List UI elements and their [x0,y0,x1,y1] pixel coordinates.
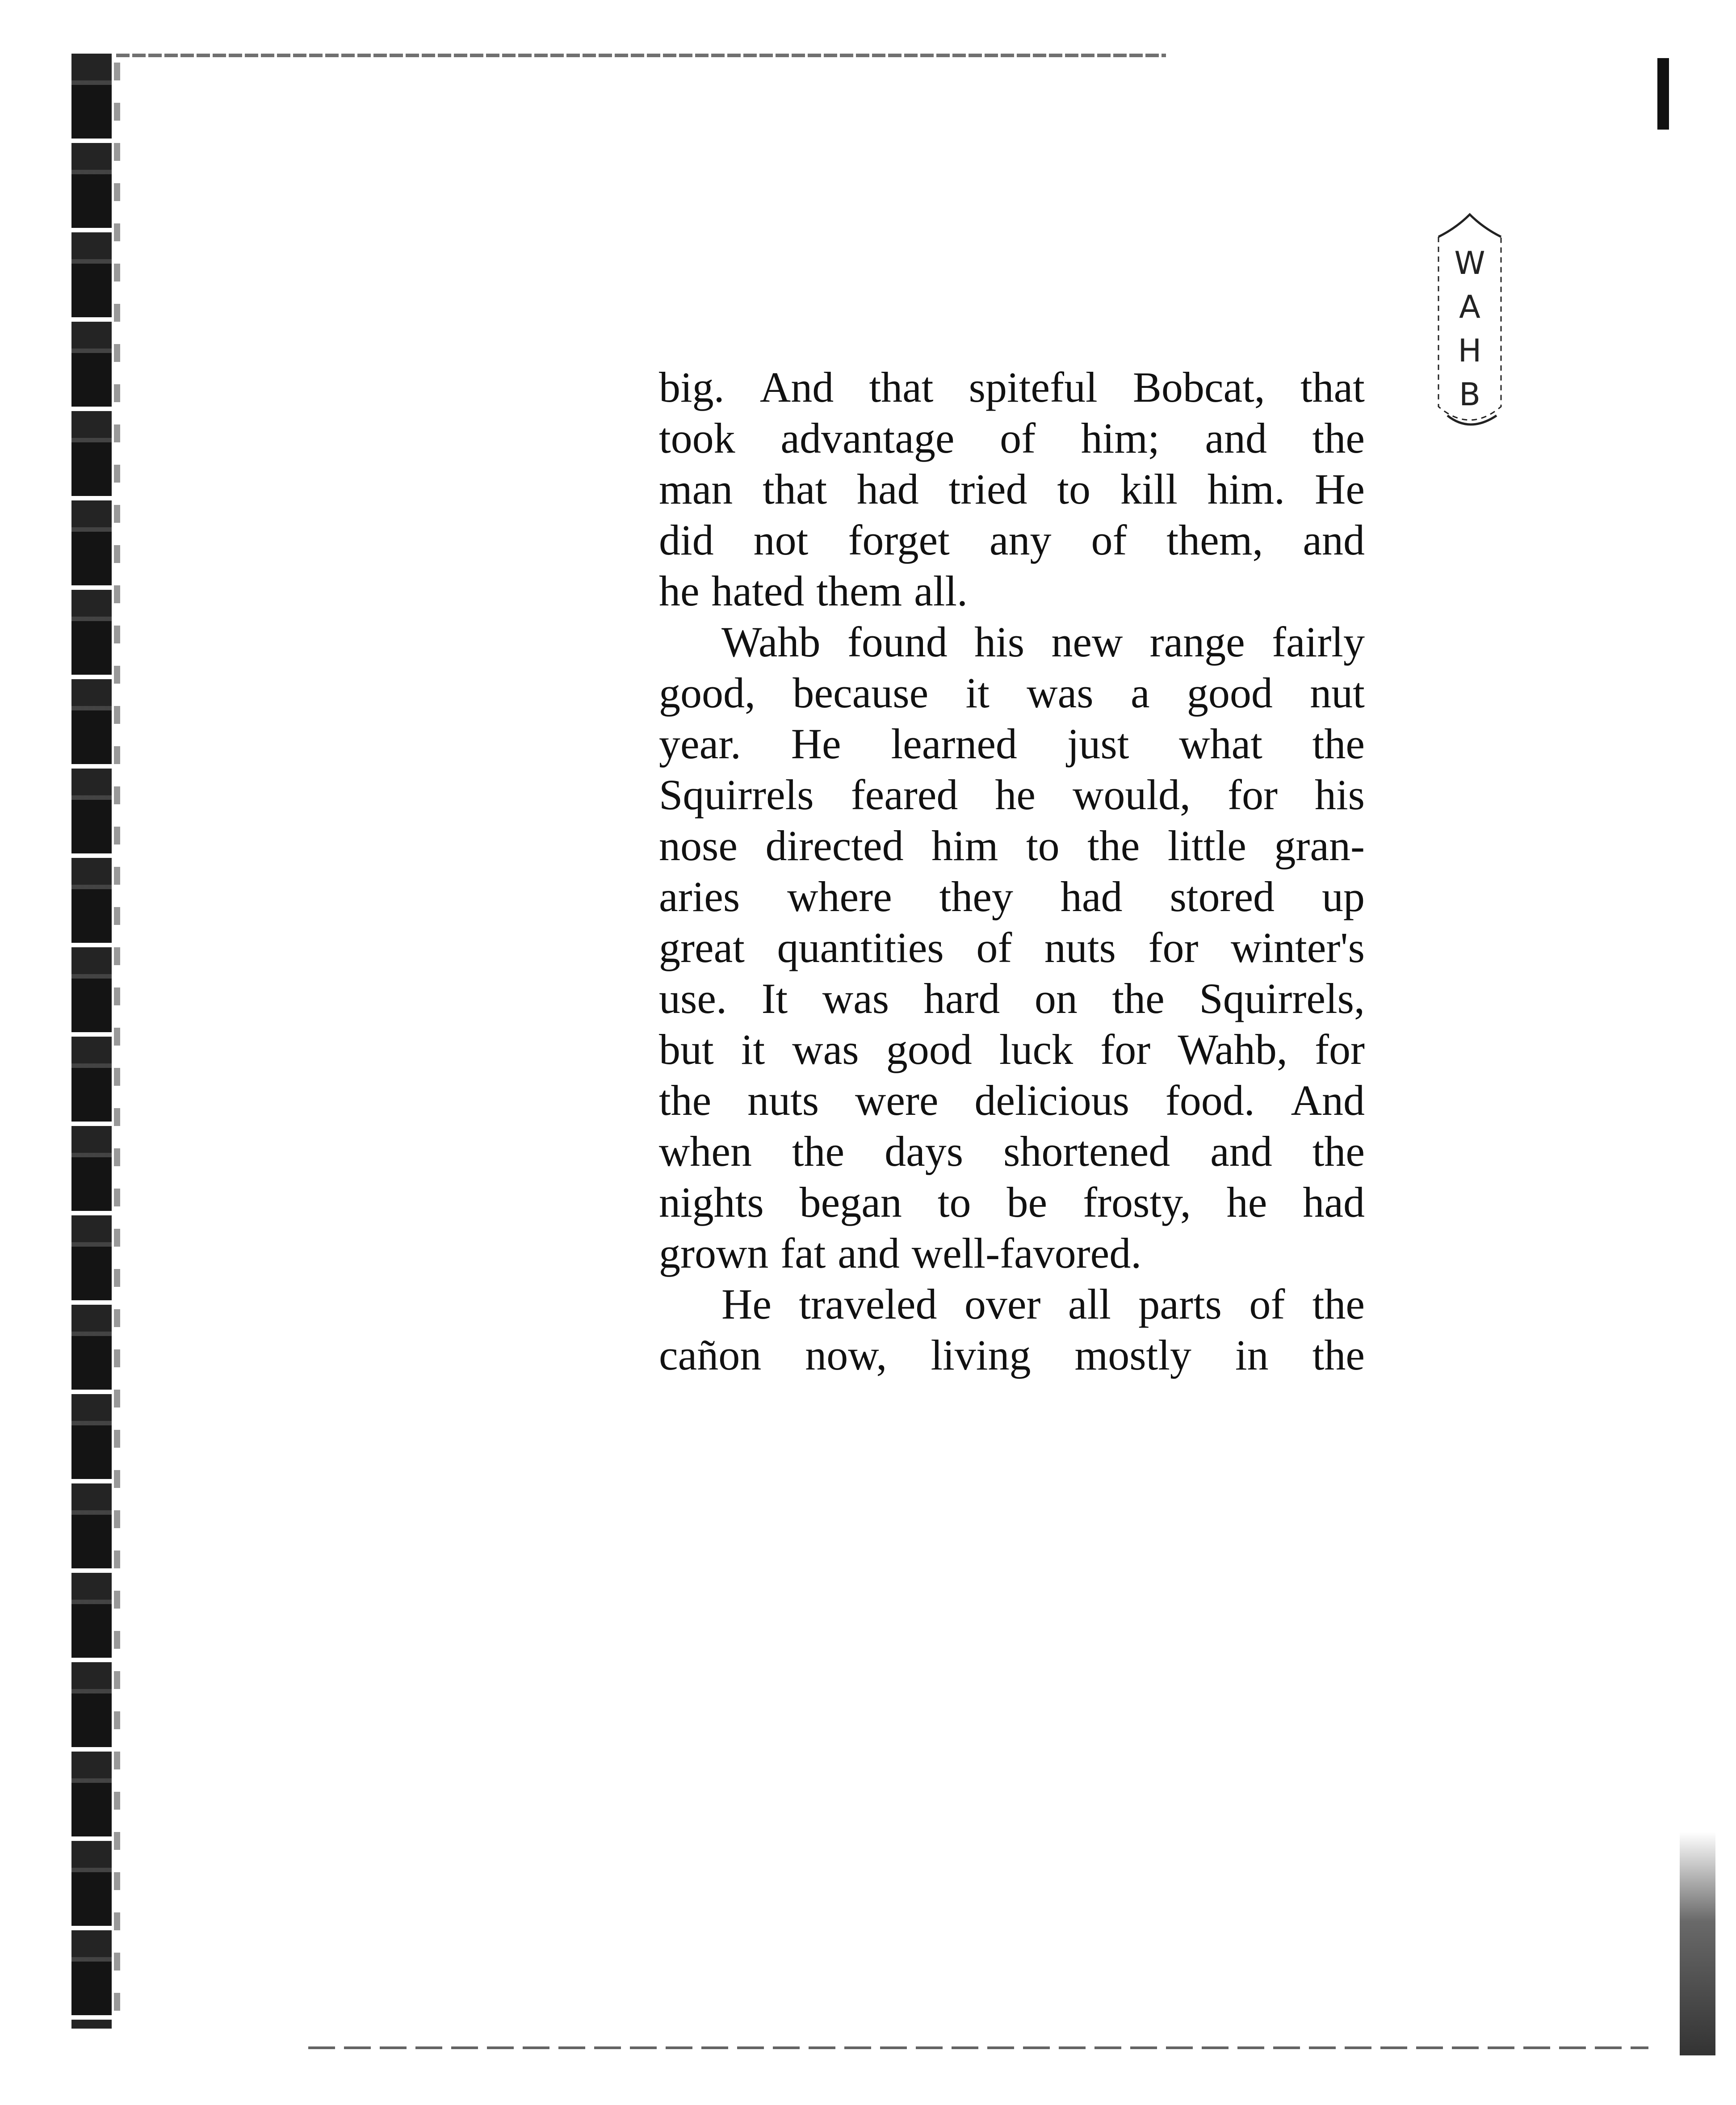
word: be [1006,1178,1048,1226]
word: for [1228,771,1278,819]
word: nose [659,822,738,870]
word: good [886,1025,972,1073]
word: where [787,873,892,920]
word: learned [891,720,1017,768]
word: nuts [747,1076,819,1124]
word: Wahb, [1178,1025,1287,1073]
word: good [1187,669,1273,717]
word: just [1067,720,1129,768]
word: of [1000,414,1036,462]
word: range [1149,618,1245,666]
word: had [1060,873,1123,920]
text-line [659,1228,1365,1279]
scan-edge-bottom [308,2046,1648,2049]
word: frosty, [1083,1178,1191,1226]
word: fairly [1272,618,1365,666]
word: he [995,771,1036,819]
text-line [659,1126,1365,1177]
scan-edge-top [116,54,1166,57]
text-line [659,1024,1365,1075]
scan-edge-right-top [1657,58,1669,130]
word: traveled [799,1280,937,1328]
word: was [822,975,889,1022]
word: the [1312,720,1365,768]
text-line [659,464,1365,515]
word: would, [1073,771,1191,819]
word: It [761,975,788,1022]
word: was [1027,669,1094,717]
word: his [974,618,1025,666]
word: the [1312,1280,1365,1328]
word: year. [659,720,741,768]
word: feared [851,771,958,819]
text-line [659,718,1365,769]
word: tried [948,465,1027,513]
word: of [976,924,1012,971]
word: not [753,516,809,564]
word: luck [999,1025,1073,1073]
word: that [1300,363,1365,411]
word: all. [914,567,968,615]
word: they [939,873,1013,920]
word: nut [1310,669,1365,717]
word: Bobcat, [1132,363,1265,411]
text-line [659,566,1365,617]
text-line [659,922,1365,973]
word: parts [1138,1280,1222,1328]
text-line [659,1330,1365,1381]
word: well-favored. [911,1229,1142,1277]
word: And [759,363,834,411]
word: the [1087,822,1140,870]
word: nights [659,1178,764,1226]
word: great [659,924,745,971]
word: of [1091,516,1127,564]
word: mostly [1074,1331,1191,1379]
text-line [659,871,1365,922]
word: found [847,618,948,666]
text-line [659,668,1365,718]
text-line [659,1177,1365,1228]
word: quantities [777,924,944,971]
word: in [1235,1331,1269,1379]
word: winter's [1231,924,1365,971]
word: stored [1170,873,1275,920]
word: new [1051,618,1123,666]
running-head-title [1430,241,1510,416]
word: grown [659,1229,769,1277]
scan-edge-left-shadow [114,63,120,2020]
word: him; [1081,414,1160,462]
word: living [931,1331,1031,1379]
scan-edge-left [71,54,112,2029]
word: it [965,669,990,717]
word: big. [659,363,725,411]
text-line [659,1075,1365,1126]
word: for [1315,1025,1365,1073]
word: for [1100,1025,1151,1073]
word: the [659,1076,712,1124]
word: had [1303,1178,1365,1226]
running-head-letter: A [1459,289,1480,325]
word: and [838,1229,900,1277]
word: hard [923,975,1000,1022]
word: that [763,465,827,513]
word: of [1249,1280,1285,1328]
word: forget [848,516,950,564]
word: delicious [974,1076,1129,1124]
word: any [989,516,1052,564]
word: man [659,465,733,513]
word: good, [659,669,755,717]
word: hated [711,567,805,615]
word: use. [659,975,727,1022]
word: had [857,465,919,513]
text-line [659,769,1365,820]
word: days [885,1127,964,1175]
word: Wahb [721,618,821,666]
word: the [1312,1331,1365,1379]
word: kill [1120,465,1178,513]
word: little [1167,822,1246,870]
word: but [659,1025,714,1073]
word: when [659,1127,752,1175]
word: cañon [659,1331,762,1379]
word: now, [805,1331,887,1379]
word: he [1226,1178,1267,1226]
running-head-letter: B [1459,376,1481,413]
word: was [792,1025,859,1073]
word: began [799,1178,902,1226]
word: gran- [1274,822,1365,870]
word: on [1034,975,1078,1022]
text-line [659,973,1365,1024]
word: directed [765,822,904,870]
running-head-letter: H [1458,332,1482,369]
word: aries [659,873,740,920]
word: it [741,1025,765,1073]
word: and [1210,1127,1272,1175]
word: all [1068,1280,1111,1328]
word: and [1303,516,1365,564]
word: He [791,720,841,768]
word: because [793,669,929,717]
scan-edge-right-bottom [1680,1832,1715,2055]
word: nuts [1044,924,1116,971]
word: shortened [1003,1127,1170,1175]
word: fat [780,1229,826,1277]
word: were [855,1076,939,1124]
word: that [869,363,934,411]
word: the [792,1127,845,1175]
text-line [659,617,1365,668]
word: up [1322,873,1365,920]
word: Squirrels, [1199,975,1365,1022]
word: a [1130,669,1150,717]
word: him [931,822,998,870]
word: them [816,567,902,615]
word: over [964,1280,1041,1328]
word: to [937,1178,971,1226]
text-line [659,362,1365,413]
word: he [659,567,700,615]
word: food. [1165,1076,1255,1124]
word: them, [1166,516,1263,564]
word: spiteful [969,363,1098,411]
word: for [1148,924,1199,971]
word: took [659,414,735,462]
word: him. [1207,465,1285,513]
text-line [659,515,1365,566]
word: to [1057,465,1090,513]
word: advantage [780,414,955,462]
word: what [1179,720,1262,768]
text-line [659,820,1365,871]
word: to [1026,822,1060,870]
text-line [659,413,1365,464]
running-head-letter: W [1454,245,1485,282]
running-head-ornament [1430,210,1510,442]
word: the [1112,975,1165,1022]
word: And [1291,1076,1365,1124]
word: did [659,516,714,564]
word: He [1315,465,1365,513]
text-line [659,1279,1365,1330]
word: the [1312,414,1365,462]
word: the [1312,1127,1365,1175]
word: He [721,1280,772,1328]
word: his [1314,771,1365,819]
word: and [1205,414,1267,462]
word: Squirrels [659,771,814,819]
body-text [659,362,1365,1381]
